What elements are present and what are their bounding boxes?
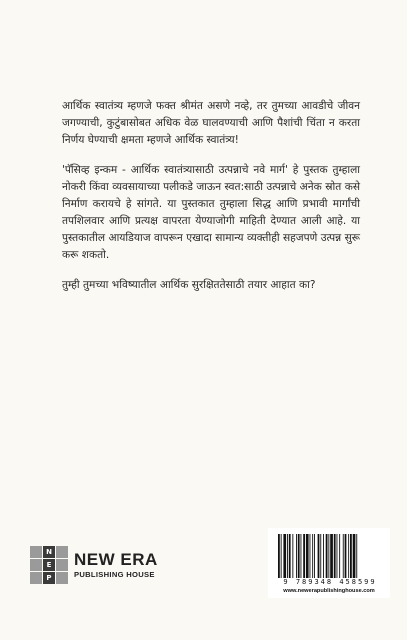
barcode-bar	[328, 534, 329, 578]
barcode-bar	[323, 534, 324, 578]
logo-cell	[30, 572, 42, 584]
logo-letter-p: P	[43, 572, 55, 584]
barcode-bar	[334, 534, 336, 578]
barcode-bar	[356, 534, 357, 578]
barcode-bar	[306, 534, 309, 578]
logo-cell	[30, 546, 42, 558]
barcode-bar	[353, 534, 356, 578]
barcode-bar	[343, 534, 344, 578]
paragraph-intro: आर्थिक स्वातंत्र्य म्हणजे फक्त श्रीमंत असणे नव्हे, तर तुमच्या आवडीचे जीवन जगण्याची, कुटुंबासोबत अधिक वेळ घालवण्याची आणि पैशांची चिंता न करता निर्णय घेण्याची क्षमता म्हणजे आर्थिक स्वातंत्र्य!	[62, 100, 360, 146]
barcode-bar	[283, 534, 286, 578]
logo-cell	[30, 559, 42, 571]
barcode-bar	[287, 534, 288, 578]
publisher-website: www.newerapublishinghouse.com	[283, 588, 375, 594]
barcode-bar	[278, 534, 280, 578]
publisher-logo	[30, 546, 158, 584]
logo-letter-n: N	[43, 546, 55, 558]
logo-cell	[56, 546, 68, 558]
barcode-bar	[348, 534, 349, 578]
isbn-number: 9 789348 458599	[283, 578, 377, 586]
barcode-bar	[350, 534, 352, 578]
barcode-bar	[303, 534, 305, 578]
barcode-bar	[289, 534, 291, 578]
barcode-bar	[281, 534, 282, 578]
logo-cell	[56, 559, 68, 571]
barcode-bar	[301, 534, 302, 578]
barcode-icon	[278, 534, 382, 578]
barcode-bar	[298, 534, 300, 578]
paragraph-question: तुम्ही तुमच्या भविष्यातील आर्थिक सुरक्षिततेसाठी तयार आहात का?	[62, 279, 316, 291]
barcode-bar	[292, 534, 293, 578]
barcode-bar	[326, 534, 328, 578]
logo-letter-e: E	[43, 559, 55, 571]
publisher-name-line1: NEW ERA	[74, 550, 158, 570]
barcode-bar	[320, 534, 321, 578]
barcode-bar	[310, 534, 311, 578]
barcode-bar	[314, 534, 315, 578]
barcode-bar	[330, 534, 333, 578]
paragraph-description: 'पॅसिव्ह इन्कम - आर्थिक स्वातंत्र्यासाठी उत्पन्नाचे नवे मार्ग' हे पुस्तक तुम्हाला नोकरी किंवा व्यवसायाच्या पलीकडे जाऊन स्वत:साठी उत्पन्नाचे अनेक स्रोत कसे निर्माण करायचे हे सांगते. या पुस्तकात तुम्हाला सिद्ध आणि प्रभावी मार्गांची तपशिलवार आणि प्रत्यक्ष वापरता येण्याजोगी माहिती देण्यात आली आहे. या पुस्तकातील आयडियाज वापरून एखादा सामान्य व्यक्तीही सहजपणे उत्पन्न सुरू करू शकतो.	[62, 164, 360, 261]
barcode-bar	[339, 534, 340, 578]
barcode-bar	[312, 534, 313, 578]
publisher-name-line2: PUBLISHING HOUSE	[74, 570, 155, 580]
barcode-bar	[318, 534, 320, 578]
publisher-name	[74, 551, 158, 579]
barcode-bar	[337, 534, 338, 578]
barcode-area	[268, 528, 390, 598]
publisher-logo-mark	[30, 546, 68, 584]
blurb	[62, 98, 360, 307]
barcode-bar	[296, 534, 297, 578]
logo-cell	[56, 572, 68, 584]
barcode-bar	[345, 534, 347, 578]
